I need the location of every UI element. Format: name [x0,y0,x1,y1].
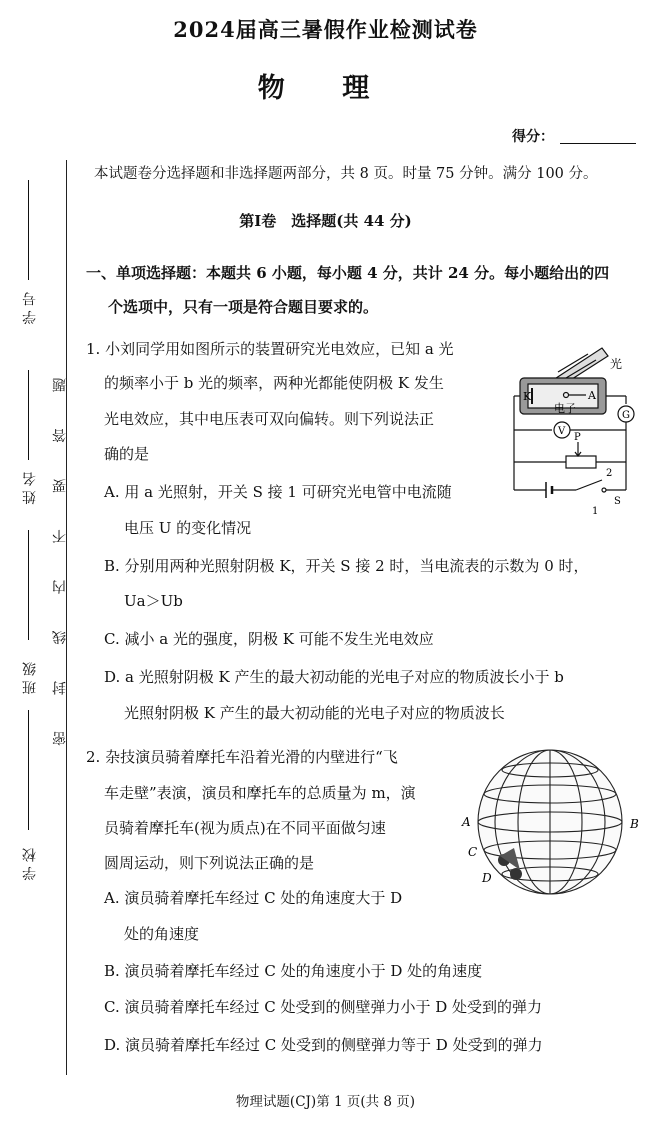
instruction-line-1: 一、单项选择题：本题共 6 小题，每小题 4 分，共计 24 分。每小题给出的四 [86,264,610,282]
instruction-line-2: 个选项中，只有一项是符合题目要求的。 [108,298,379,316]
q1-option-c: C. 减小 a 光的强度，阴极 K 可能不发生光电效应 [104,630,434,648]
fig1-electron-label: 电子 [554,402,576,415]
q2-option-d: D. 演员骑着摩托车经过 C 处受到的侧壁弹力等于 D 处受到的弹力 [104,1036,543,1054]
q2-option-a-line-1: A. 演员骑着摩托车经过 C 处的角速度大于 D [104,889,403,907]
q2-stem-line-2: 车走壁”表演，演员和摩托车的总质量为 m，演 [104,784,416,802]
q2-option-b: B. 演员骑着摩托车经过 C 处的角速度小于 D 处的角速度 [104,962,483,980]
exam-intro: 本试题卷分选择题和非选择题两部分，共 8 页。时量 75 分钟。满分 100 分。 [94,166,598,182]
subject-title: 物 理 [257,73,394,104]
school-label: 学 校 [22,848,38,881]
score-blank [560,143,636,144]
score-label: 得分： [512,129,554,145]
page-footer: 物理试题(CJ)第 1 页(共 8 页) [235,1094,416,1110]
student-id-label: 学 号 [22,292,38,325]
class-blank [28,530,30,640]
fig2-b-label: B [630,817,639,831]
q2-stem-line-3: 员骑着摩托车(视为质点)在不同平面做匀速 [104,819,386,837]
q1-option-b-line-1: B. 分别用两种光照射阴极 K，开关 S 接 2 时，当电流表的示数为 0 时， [104,557,589,575]
name-label: 姓 名 [22,472,38,505]
q1-stem-line-1: 1. 小刘同学用如图所示的装置研究光电效应，已知 a 光 [86,340,454,358]
q2-stem-line-1: 2. 杂技演员骑着摩托车沿着光滑的内壁进行“飞 [86,748,398,766]
q1-stem-line-4: 确的是 [104,445,150,463]
fig1-a-label: A [588,389,596,402]
q1-option-b-line-2: Ua＞Ub [124,592,183,610]
q2-option-c: C. 演员骑着摩托车经过 C 处受到的侧壁弹力小于 D 处受到的弹力 [104,998,543,1016]
fig1-v-label: V [558,426,566,437]
q2-option-a-line-2: 处的角速度 [124,925,200,943]
q2-stem-line-4: 圆周运动，则下列说法正确的是 [104,854,315,872]
q1-option-d-line-2: 光照射阴极 K 产生的最大初动能的光电子对应的物质波长 [124,704,505,722]
fig2-a-label: A [462,815,471,829]
name-blank [28,370,30,460]
q1-option-a-line-2: 电压 U 的变化情况 [124,519,252,537]
fig1-p-label: P [574,432,581,443]
fig1-2-label: 2 [606,468,613,479]
q1-option-d-line-1: D. a 光照射阴极 K 产生的最大初动能的光电子对应的物质波长小于 b [104,668,564,686]
fig1-g-label: G [622,410,630,421]
section-title: 第Ⅰ卷 选择题(共 44 分) [239,212,412,230]
fig2-d-label: D [482,871,492,885]
fig2-c-label: C [468,845,478,859]
q1-stem-line-2: 的频率小于 b 光的频率，两种光都能使阴极 K 发生 [104,374,444,392]
fig1-k-label: K [523,390,532,403]
seal-warning: 密 封 线 内 不 要 答 题 [52,362,68,746]
fig1-1-label: 1 [592,506,599,517]
globe-of-death-figure [456,744,646,898]
photoelectric-circuit-figure [506,342,640,518]
fig1-s-label: S [614,496,621,507]
exam-title: 2024届高三暑假作业检测试卷 [173,17,478,42]
q1-stem-line-3: 光电效应，其中电压表可双向偏转。则下列说法正 [104,410,435,428]
school-blank [28,710,30,830]
q1-option-a-line-1: A. 用 a 光照射，开关 S 接 1 可研究光电管中电流随 [104,483,452,501]
class-label: 班 级 [22,662,38,695]
fig1-light-label: 光 [610,357,623,371]
